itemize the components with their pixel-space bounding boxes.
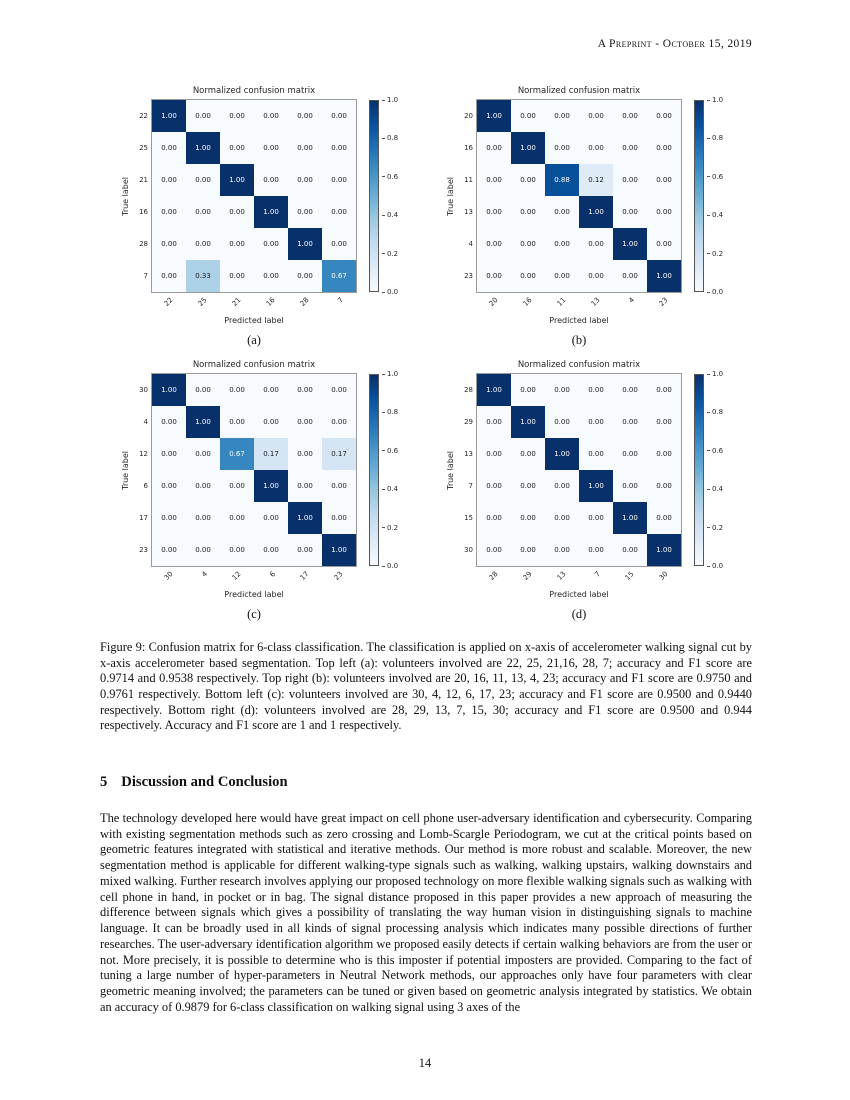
x-tick-label <box>477 292 511 316</box>
heatmap-cell: 0.00 <box>613 260 647 292</box>
heatmap-cell: 0.00 <box>647 164 681 196</box>
x-tick-label-text: 23 <box>657 296 670 308</box>
x-tick-label <box>511 566 545 590</box>
heatmap-cell: 0.00 <box>288 260 322 292</box>
heatmap-cell: 0.00 <box>613 164 647 196</box>
panel-label: (b) <box>571 333 587 347</box>
heatmap-cell: 0.00 <box>186 164 220 196</box>
heatmap-cell: 0.00 <box>511 374 545 406</box>
heatmap-cell: 0.00 <box>186 502 220 534</box>
y-tick-label: 28 <box>464 386 473 394</box>
y-tick-label: 25 <box>139 144 148 152</box>
y-tick-label: 4 <box>143 418 148 426</box>
heatmap-cell: 0.00 <box>579 374 613 406</box>
heatmap-cell: 0.00 <box>186 196 220 228</box>
y-axis-label <box>118 374 132 566</box>
heatmap-cell: 0.00 <box>288 164 322 196</box>
y-axis-label-text: True label <box>120 176 130 216</box>
heatmap-cell: 0.00 <box>152 260 186 292</box>
x-tick-label-text: 28 <box>298 296 311 308</box>
x-axis-label: Predicted label <box>224 590 284 599</box>
x-tick-label <box>152 566 186 590</box>
x-tick-label <box>288 292 322 316</box>
x-tick-labels <box>152 566 356 590</box>
heatmap-cell: 0.00 <box>186 100 220 132</box>
x-tick-label <box>322 566 356 590</box>
colorbar-tick-label: 0.8 <box>707 134 723 142</box>
x-tick-label <box>545 292 579 316</box>
colorbar-tick-label: 0.6 <box>707 447 723 455</box>
heatmap-cell: 1.00 <box>647 260 681 292</box>
plot-area <box>118 96 409 296</box>
y-tick-label: 28 <box>139 240 148 248</box>
x-tick-label <box>579 566 613 590</box>
colorbar-tick-label: 0.6 <box>382 447 398 455</box>
heatmap-cell: 1.00 <box>511 406 545 438</box>
y-axis-label <box>118 100 132 292</box>
heatmap-cell: 0.00 <box>545 100 579 132</box>
heatmap-cell: 0.00 <box>322 470 356 502</box>
colorbar-gradient <box>694 374 704 566</box>
heatmap-cell: 0.67 <box>322 260 356 292</box>
heatmap-cell: 0.17 <box>322 438 356 470</box>
colorbar-tick-label: 0.6 <box>382 173 398 181</box>
heatmap-cell: 0.00 <box>511 534 545 566</box>
heatmap-cell: 0.00 <box>647 502 681 534</box>
heatmap-cell: 0.00 <box>477 164 511 196</box>
heatmap-cell: 0.00 <box>647 228 681 260</box>
x-axis-label: Predicted label <box>549 590 609 599</box>
y-tick-label: 30 <box>139 386 148 394</box>
heatmap-cell: 0.00 <box>152 470 186 502</box>
colorbar-tick-label: 0.0 <box>382 562 398 570</box>
y-tick-label: 15 <box>464 514 473 522</box>
heatmap-cell: 0.00 <box>220 534 254 566</box>
heatmap-cell: 0.00 <box>220 470 254 502</box>
y-axis-label-text: True label <box>445 176 455 216</box>
x-tick-label <box>613 292 647 316</box>
heatmap-cell: 0.00 <box>545 260 579 292</box>
x-tick-label-text: 22 <box>162 296 175 308</box>
heatmap-cell: 0.00 <box>152 502 186 534</box>
section-number: 5 <box>100 773 108 790</box>
heatmap-cell: 0.17 <box>254 438 288 470</box>
x-tick-label-text: 15 <box>623 570 636 582</box>
x-tick-label-text: 13 <box>555 570 568 582</box>
heatmap-cell: 0.00 <box>477 438 511 470</box>
y-tick-label: 11 <box>464 176 473 184</box>
section-title: Discussion and Conclusion <box>121 773 288 790</box>
y-tick-labels <box>132 100 152 292</box>
x-tick-label <box>220 292 254 316</box>
body-paragraph: The technology developed here would have great impact on cell phone user-adversary identification and cybersecurity. Comparing with existing segmentation methods such as zero crossing and Lomb-Scargle Periodogram, we cut at the critical points based on geometric features integrated with statistical and iterative methods. Our method is more robust and scalable. Moreover, the new segmentation method is applicable for different walking-type signals such as walking, walking upstairs, walking downstairs and mixed walking. Further research involves applying our proposed technology on more flexible walking signals such as walking with cell phone in hand, in pocket or in bag. The signal distance proposed in this paper provides a new approach of measuring the difference between signals which gives a possibility of translating the way human vision in distinguishing signals to machine language. It can be broadly used in all kinds of signal processing analysis which indicates many possible directions of further researches. The user-adversary identification algorithm we proposed easily detects if certain walking behaviors are from the user or not. More precisely, it is possible to determine who is this imposter if potential imposters are provided. Comparing to the fact of tuning a large number of hyper-parameters in Neutral Network methods, our approaches only have four parameters with clear geometric meaning involved; the parameters can be tuned or given based on geometric analysis integrated by statistics. We obtain an accuracy of 0.9879 for 6-class classification on walking signal using 3 axes of the <box>100 810 752 1014</box>
colorbar-tick-label: 0.2 <box>382 250 398 258</box>
heatmap-cell: 0.00 <box>220 260 254 292</box>
heatmap-cell: 1.00 <box>254 196 288 228</box>
x-tick-labels <box>477 566 681 590</box>
heatmap-cell: 1.00 <box>288 228 322 260</box>
y-tick-label: 6 <box>143 482 148 490</box>
heatmap-cell: 0.00 <box>613 470 647 502</box>
heatmap-cell: 0.00 <box>186 438 220 470</box>
x-tick-label <box>579 292 613 316</box>
colorbar-tick-label: 0.4 <box>382 485 398 493</box>
heatmap-cell: 0.00 <box>322 228 356 260</box>
y-tick-label: 7 <box>143 272 148 280</box>
heatmap-cell: 0.00 <box>220 100 254 132</box>
heatmap-cell: 0.00 <box>186 374 220 406</box>
heatmap-cell: 0.00 <box>322 374 356 406</box>
colorbar-tick-label: 0.4 <box>707 485 723 493</box>
heatmap-cell: 1.00 <box>186 406 220 438</box>
x-tick-label-text: 13 <box>589 296 602 308</box>
heatmap-cell: 0.00 <box>220 374 254 406</box>
heatmap-cell: 0.00 <box>613 196 647 228</box>
heatmap-cell: 0.00 <box>288 438 322 470</box>
heatmap-cell: 0.00 <box>613 132 647 164</box>
y-axis-label <box>443 100 457 292</box>
y-tick-label: 22 <box>139 112 148 120</box>
x-axis-label: Predicted label <box>224 316 284 325</box>
heatmap-cell: 0.00 <box>545 196 579 228</box>
x-tick-label <box>477 566 511 590</box>
x-tick-label-text: 11 <box>555 296 568 308</box>
x-tick-label-text: 20 <box>487 296 500 308</box>
x-tick-label <box>511 292 545 316</box>
colorbar-tick-label: 0.6 <box>707 173 723 181</box>
heatmap-cell: 0.00 <box>613 374 647 406</box>
confusion-matrix-b <box>443 86 734 348</box>
page-header: A Preprint - October 15, 2019 <box>597 38 752 50</box>
plot-title: Normalized confusion matrix <box>517 360 641 370</box>
heatmap-cell: 1.00 <box>511 132 545 164</box>
heatmap-cell: 0.00 <box>477 228 511 260</box>
y-axis-label <box>443 374 457 566</box>
heatmap-cell: 0.00 <box>545 132 579 164</box>
x-tick-label <box>186 292 220 316</box>
colorbar-tick-label: 0.4 <box>382 211 398 219</box>
heatmap-cell: 0.00 <box>511 196 545 228</box>
heatmap-cell: 0.00 <box>152 438 186 470</box>
heatmap-cell: 0.00 <box>220 228 254 260</box>
x-tick-label-text: 23 <box>332 570 345 582</box>
heatmap-cell: 0.00 <box>477 534 511 566</box>
heatmap-cell: 0.00 <box>511 228 545 260</box>
heatmap-cell: 0.00 <box>511 100 545 132</box>
heatmap-cell: 0.00 <box>511 502 545 534</box>
heatmap-cell: 1.00 <box>613 502 647 534</box>
heatmap-cell: 0.00 <box>322 164 356 196</box>
heatmap-cell: 0.00 <box>511 470 545 502</box>
heatmap-cell: 0.00 <box>152 196 186 228</box>
figure-9 <box>100 86 752 734</box>
panel-label: (d) <box>571 607 587 621</box>
heatmap-cell: 1.00 <box>477 100 511 132</box>
heatmap-cell: 1.00 <box>186 132 220 164</box>
x-tick-label <box>288 566 322 590</box>
x-tick-label-text: 7 <box>335 296 345 305</box>
heatmap-cell: 0.00 <box>288 100 322 132</box>
heatmap-cell: 0.00 <box>152 132 186 164</box>
heatmap-cell: 0.00 <box>186 228 220 260</box>
y-tick-label: 20 <box>464 112 473 120</box>
x-axis-label: Predicted label <box>549 316 609 325</box>
heatmap-cell: 0.00 <box>545 470 579 502</box>
heatmap-cell: 0.00 <box>288 196 322 228</box>
colorbar-tick-label: 1.0 <box>382 96 398 104</box>
heatmap-cell: 0.00 <box>477 470 511 502</box>
heatmap-cell: 0.00 <box>579 228 613 260</box>
x-tick-label <box>322 292 356 316</box>
colorbar-gradient <box>369 374 379 566</box>
y-tick-label: 16 <box>464 144 473 152</box>
y-tick-label: 17 <box>139 514 148 522</box>
heatmap-cell: 0.00 <box>254 100 288 132</box>
colorbar-tick-label: 1.0 <box>382 370 398 378</box>
figure-caption: Figure 9: Confusion matrix for 6-class classification. The classification is applied on x-axis of accelerometer walking signal cut by x-axis accelerometer based segmentation. Top left (a): volunteers involved are 22, 25, 21,16, 28, 7; accuracy and F1 score are 0.9714 and 0.9538 respectively. Top right (b): volunteers involved are 20, 16, 11, 13, 4, 23; accuracy and F1 score are 0.9750 and 0.9761 respectively. Bottom left (c): volunteers involved are 30, 4, 12, 6, 17, 23; accuracy and F1 score are 0.9500 and 0.9440 respectively. Bottom right (d): volunteers involved are 28, 29, 13, 7, 15, 30; accuracy and F1 score are 0.9500 and 0.944 respectively. Accuracy and F1 score are 1 and 1 respectively. <box>100 640 752 733</box>
heatmap-cell: 1.00 <box>579 470 613 502</box>
y-tick-label: 29 <box>464 418 473 426</box>
x-tick-label <box>254 566 288 590</box>
heatmap-cell: 0.00 <box>254 228 288 260</box>
heatmap-cell: 0.00 <box>613 406 647 438</box>
x-tick-labels <box>152 292 356 316</box>
heatmap-cell: 1.00 <box>254 470 288 502</box>
x-tick-label-text: 16 <box>521 296 534 308</box>
x-tick-label-text: 12 <box>230 570 243 582</box>
heatmap-cell: 0.00 <box>288 132 322 164</box>
colorbar-tick-label: 0.2 <box>707 250 723 258</box>
heatmap-cell: 0.00 <box>322 132 356 164</box>
heatmap-cell: 0.00 <box>477 406 511 438</box>
colorbar-tick-label: 0.8 <box>382 408 398 416</box>
colorbar-tick-label: 0.2 <box>382 524 398 532</box>
heatmap-cell: 0.00 <box>613 438 647 470</box>
x-tick-label <box>254 292 288 316</box>
heatmap-cell: 0.00 <box>545 502 579 534</box>
y-tick-label: 7 <box>468 482 473 490</box>
heatmap-cell: 0.00 <box>545 228 579 260</box>
x-tick-label-text: 16 <box>264 296 277 308</box>
x-tick-label-text: 6 <box>267 570 277 579</box>
heatmap-cell: 1.00 <box>152 100 186 132</box>
heatmap-cell: 0.00 <box>511 164 545 196</box>
heatmap-cell: 0.00 <box>288 534 322 566</box>
panel-label: (a) <box>247 333 261 347</box>
confusion-matrices <box>100 86 752 622</box>
heatmap-cell: 0.67 <box>220 438 254 470</box>
plot-area <box>443 96 734 296</box>
colorbar <box>369 96 409 296</box>
x-tick-label <box>186 566 220 590</box>
heatmap-cell: 0.00 <box>220 196 254 228</box>
heatmap-cell: 0.00 <box>647 132 681 164</box>
heatmap-cell: 0.00 <box>477 196 511 228</box>
x-tick-label-text: 7 <box>592 570 602 579</box>
plot-title: Normalized confusion matrix <box>192 86 316 96</box>
heatmap-cell: 0.00 <box>254 406 288 438</box>
colorbar <box>694 370 734 570</box>
heatmap-cell: 0.00 <box>152 164 186 196</box>
heatmap-cell: 0.00 <box>647 100 681 132</box>
heatmap-cell: 0.00 <box>220 502 254 534</box>
heatmap-cell: 0.00 <box>579 534 613 566</box>
heatmap-cell: 0.00 <box>322 406 356 438</box>
heatmap-cell: 0.00 <box>579 100 613 132</box>
x-tick-label-text: 4 <box>626 296 636 305</box>
heatmap-cell: 0.00 <box>647 374 681 406</box>
y-tick-labels <box>132 374 152 566</box>
heatmap-cell: 0.00 <box>579 502 613 534</box>
x-tick-label <box>647 292 681 316</box>
heatmap-cell: 0.00 <box>579 406 613 438</box>
heatmap-cell: 0.12 <box>579 164 613 196</box>
section-heading <box>100 774 752 791</box>
colorbar-tick-label: 1.0 <box>707 96 723 104</box>
colorbar-tick-label: 0.2 <box>707 524 723 532</box>
x-tick-label-text: 30 <box>657 570 670 582</box>
heatmap-cell: 0.00 <box>545 534 579 566</box>
heatmap-cell: 0.00 <box>477 502 511 534</box>
x-tick-label-text: 17 <box>298 570 311 582</box>
colorbar-gradient <box>369 100 379 292</box>
x-tick-label-text: 4 <box>199 570 209 579</box>
heatmap-cell: 0.00 <box>288 470 322 502</box>
y-tick-label: 23 <box>464 272 473 280</box>
heatmap-cell: 0.00 <box>647 438 681 470</box>
heatmap <box>477 100 681 292</box>
heatmap <box>152 374 356 566</box>
x-tick-label-text: 28 <box>487 570 500 582</box>
heatmap-cell: 0.00 <box>545 406 579 438</box>
heatmap-cell: 1.00 <box>322 534 356 566</box>
heatmap-cell: 0.00 <box>254 374 288 406</box>
y-tick-label: 13 <box>464 208 473 216</box>
heatmap-cell: 0.00 <box>647 196 681 228</box>
colorbar-tick-label: 1.0 <box>707 370 723 378</box>
heatmap-cell: 1.00 <box>220 164 254 196</box>
y-tick-label: 21 <box>139 176 148 184</box>
heatmap-cell: 0.00 <box>254 534 288 566</box>
colorbar-gradient <box>694 100 704 292</box>
x-tick-label-text: 21 <box>230 296 243 308</box>
heatmap-cell: 0.00 <box>511 260 545 292</box>
heatmap-cell: 0.00 <box>288 406 322 438</box>
heatmap-cell: 1.00 <box>152 374 186 406</box>
y-tick-labels <box>457 374 477 566</box>
heatmap-cell: 1.00 <box>477 374 511 406</box>
heatmap-cell: 0.00 <box>579 438 613 470</box>
heatmap-cell: 0.00 <box>613 534 647 566</box>
heatmap-cell: 0.00 <box>254 132 288 164</box>
heatmap-cell: 1.00 <box>545 438 579 470</box>
heatmap-cell: 1.00 <box>647 534 681 566</box>
y-tick-label: 16 <box>139 208 148 216</box>
heatmap-cell: 0.00 <box>220 406 254 438</box>
heatmap <box>152 100 356 292</box>
plot-area <box>118 370 409 570</box>
heatmap-cell: 0.00 <box>322 196 356 228</box>
panel-label: (c) <box>247 607 261 621</box>
heatmap-cell: 0.00 <box>152 406 186 438</box>
heatmap-cell: 0.33 <box>186 260 220 292</box>
x-tick-label-text: 29 <box>521 570 534 582</box>
heatmap-cell: 1.00 <box>613 228 647 260</box>
heatmap-cell: 0.00 <box>647 406 681 438</box>
heatmap-cell: 0.00 <box>254 502 288 534</box>
y-tick-label: 12 <box>139 450 148 458</box>
heatmap-cell: 0.00 <box>254 260 288 292</box>
colorbar-tick-label: 0.8 <box>707 408 723 416</box>
x-tick-label <box>152 292 186 316</box>
y-tick-label: 23 <box>139 546 148 554</box>
heatmap-cell: 0.00 <box>152 228 186 260</box>
heatmap-cell: 0.00 <box>579 260 613 292</box>
plot-title: Normalized confusion matrix <box>192 360 316 370</box>
heatmap-cell: 0.00 <box>477 260 511 292</box>
colorbar <box>694 96 734 296</box>
heatmap-cell: 0.00 <box>613 100 647 132</box>
x-tick-label-text: 25 <box>196 296 209 308</box>
x-tick-label-text: 30 <box>162 570 175 582</box>
y-tick-label: 30 <box>464 546 473 554</box>
heatmap-cell: 1.00 <box>288 502 322 534</box>
heatmap-cell: 1.00 <box>579 196 613 228</box>
x-tick-label <box>647 566 681 590</box>
heatmap-cell: 0.00 <box>477 132 511 164</box>
heatmap-cell: 0.88 <box>545 164 579 196</box>
confusion-matrix-c <box>118 360 409 622</box>
colorbar-tick-label: 0.0 <box>707 288 723 296</box>
plot-area <box>443 370 734 570</box>
x-tick-label <box>613 566 647 590</box>
x-tick-label <box>545 566 579 590</box>
heatmap-cell: 0.00 <box>288 374 322 406</box>
heatmap-cell: 0.00 <box>152 534 186 566</box>
page-number: 14 <box>418 1056 432 1070</box>
heatmap-cell: 0.00 <box>186 534 220 566</box>
colorbar <box>369 370 409 570</box>
heatmap-cell: 0.00 <box>254 164 288 196</box>
heatmap <box>477 374 681 566</box>
heatmap-cell: 0.00 <box>220 132 254 164</box>
y-tick-label: 4 <box>468 240 473 248</box>
heatmap-cell: 0.00 <box>579 132 613 164</box>
heatmap-cell: 0.00 <box>322 502 356 534</box>
x-tick-label <box>220 566 254 590</box>
confusion-matrix-d <box>443 360 734 622</box>
colorbar-tick-label: 0.0 <box>382 288 398 296</box>
plot-title: Normalized confusion matrix <box>517 86 641 96</box>
heatmap-cell: 0.00 <box>545 374 579 406</box>
heatmap-cell: 0.00 <box>186 470 220 502</box>
colorbar-tick-label: 0.8 <box>382 134 398 142</box>
heatmap-cell: 0.00 <box>511 438 545 470</box>
x-tick-labels <box>477 292 681 316</box>
y-tick-labels <box>457 100 477 292</box>
confusion-matrix-a <box>118 86 409 348</box>
colorbar-tick-label: 0.4 <box>707 211 723 219</box>
heatmap-cell: 0.00 <box>322 100 356 132</box>
y-tick-label: 13 <box>464 450 473 458</box>
y-axis-label-text: True label <box>120 450 130 490</box>
colorbar-tick-label: 0.0 <box>707 562 723 570</box>
y-axis-label-text: True label <box>445 450 455 490</box>
heatmap-cell: 0.00 <box>647 470 681 502</box>
